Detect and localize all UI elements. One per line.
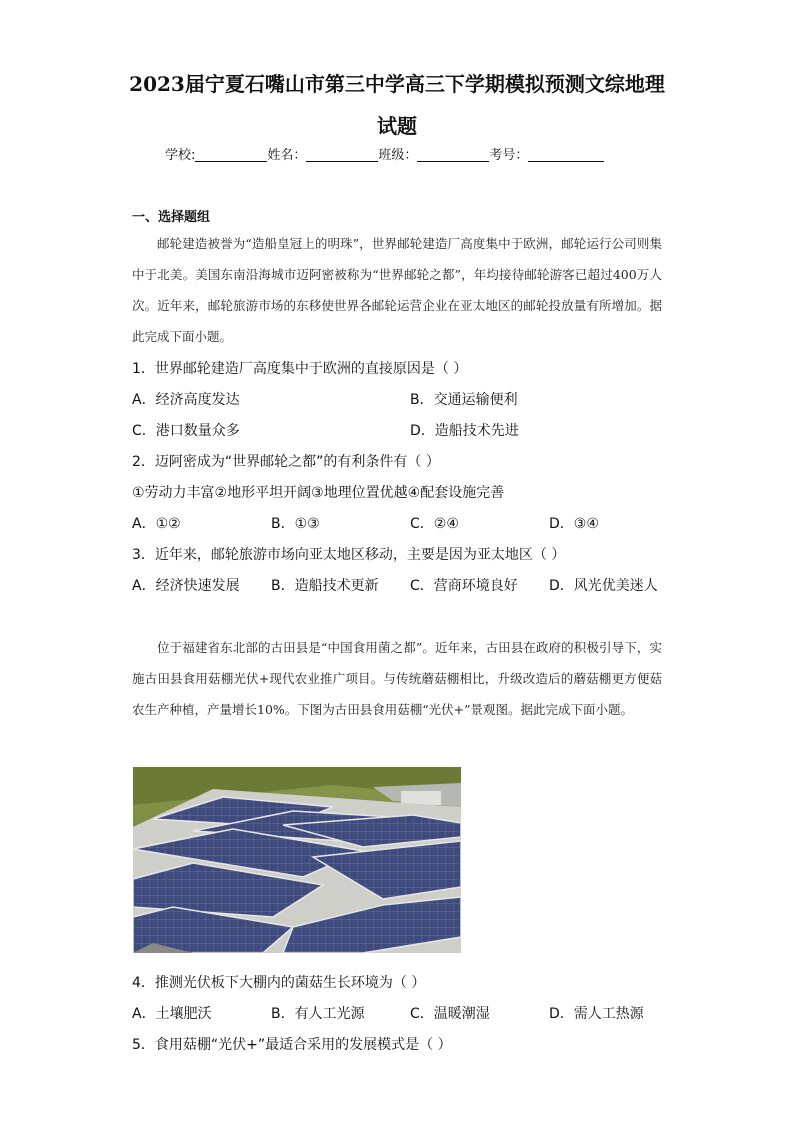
q1-option-a[interactable]: A．经济高度发达 <box>132 392 240 408</box>
question-4-stem: 4．推测光伏板下大棚内的菌菇生长环境为（ ） <box>132 975 426 991</box>
question-5-stem: 5．食用菇棚“光伏+”最适合采用的发展模式是（ ） <box>132 1037 452 1053</box>
q1-option-c[interactable]: C．港口数量众多 <box>132 423 240 439</box>
q2-option-a[interactable]: A．①② <box>132 516 181 532</box>
q3-option-b[interactable]: B．造船技术更新 <box>271 578 379 594</box>
q2-option-c[interactable]: C．②④ <box>410 516 459 532</box>
q4-option-a[interactable]: A．土壤肥沃 <box>132 1006 212 1022</box>
q3-option-c[interactable]: C．营商环境良好 <box>410 578 518 594</box>
q4-option-b[interactable]: B．有人工光源 <box>271 1006 365 1022</box>
q1-option-d[interactable]: D．造船技术先进 <box>410 423 519 439</box>
q2-option-b[interactable]: B．①③ <box>271 516 320 532</box>
question-1-stem: 1．世界邮轮建造厂高度集中于欧洲的直接原因是（ ） <box>132 361 468 377</box>
q4-option-d[interactable]: D．需人工热源 <box>549 1006 644 1022</box>
school-blank[interactable] <box>195 147 267 162</box>
school-label: 学校: <box>165 148 196 163</box>
name-label: 姓名： <box>267 148 307 163</box>
q2-option-d[interactable]: D．③④ <box>549 516 599 532</box>
question-3-stem: 3．近年来，邮轮旅游市场向亚太地区移动，主要是因为亚太地区（ ） <box>132 547 566 563</box>
id-blank[interactable] <box>528 147 604 162</box>
section-heading: 一、选择题组 <box>132 210 211 225</box>
q1-option-b[interactable]: B．交通运输便利 <box>410 392 518 408</box>
passage-cruise: 邮轮建造被誉为“造船皇冠上的明珠”，世界邮轮建造厂高度集中于欧洲，邮轮运行公司则集中于北美。美国东南沿海城市迈阿密被称为“世界邮轮之都”，年均接待邮轮游客已超过400万人次。近年来，邮轮旅游市场的东移使世界各邮轮运营企业在亚太地区的邮轮投放量有所增加。据此完成下面小题。 <box>132 236 662 344</box>
question-2-stem: 2．迈阿密成为“世界邮轮之都”的有利条件有（ ） <box>132 454 440 470</box>
class-blank[interactable] <box>417 147 489 162</box>
question-2-items: ①劳动力丰富②地形平坦开阔③地理位置优越④配套设施完善 <box>132 485 505 501</box>
page-title: 2023届宁夏石嘴山市第三中学高三下学期模拟预测文综地理 <box>129 72 665 96</box>
q3-option-d[interactable]: D．风光优美迷人 <box>549 578 658 594</box>
passage-gutian: 位于福建省东北部的古田县是“中国食用菌之都”。近年来，古田县在政府的积极引导下，实施古田县食用菇棚光伏+现代农业推广项目。与传统蘑菇棚相比，升级改造后的蘑菇棚更方便菇农生产种植，产量增长10%。下图为古田县食用菇棚“光伏+”景观图。据此完成下面小题。 <box>132 640 662 717</box>
student-info-line <box>165 144 604 163</box>
page-title-continued: 试题 <box>377 114 417 138</box>
solar-greenhouse-illustration <box>133 767 461 953</box>
id-label: 考号： <box>489 148 529 163</box>
class-label: 班级： <box>378 148 418 163</box>
q4-option-c[interactable]: C．温暖潮湿 <box>410 1006 490 1022</box>
solar-greenhouse-photo <box>133 767 461 953</box>
q3-option-a[interactable]: A．经济快速发展 <box>132 578 240 594</box>
name-blank[interactable] <box>306 147 378 162</box>
